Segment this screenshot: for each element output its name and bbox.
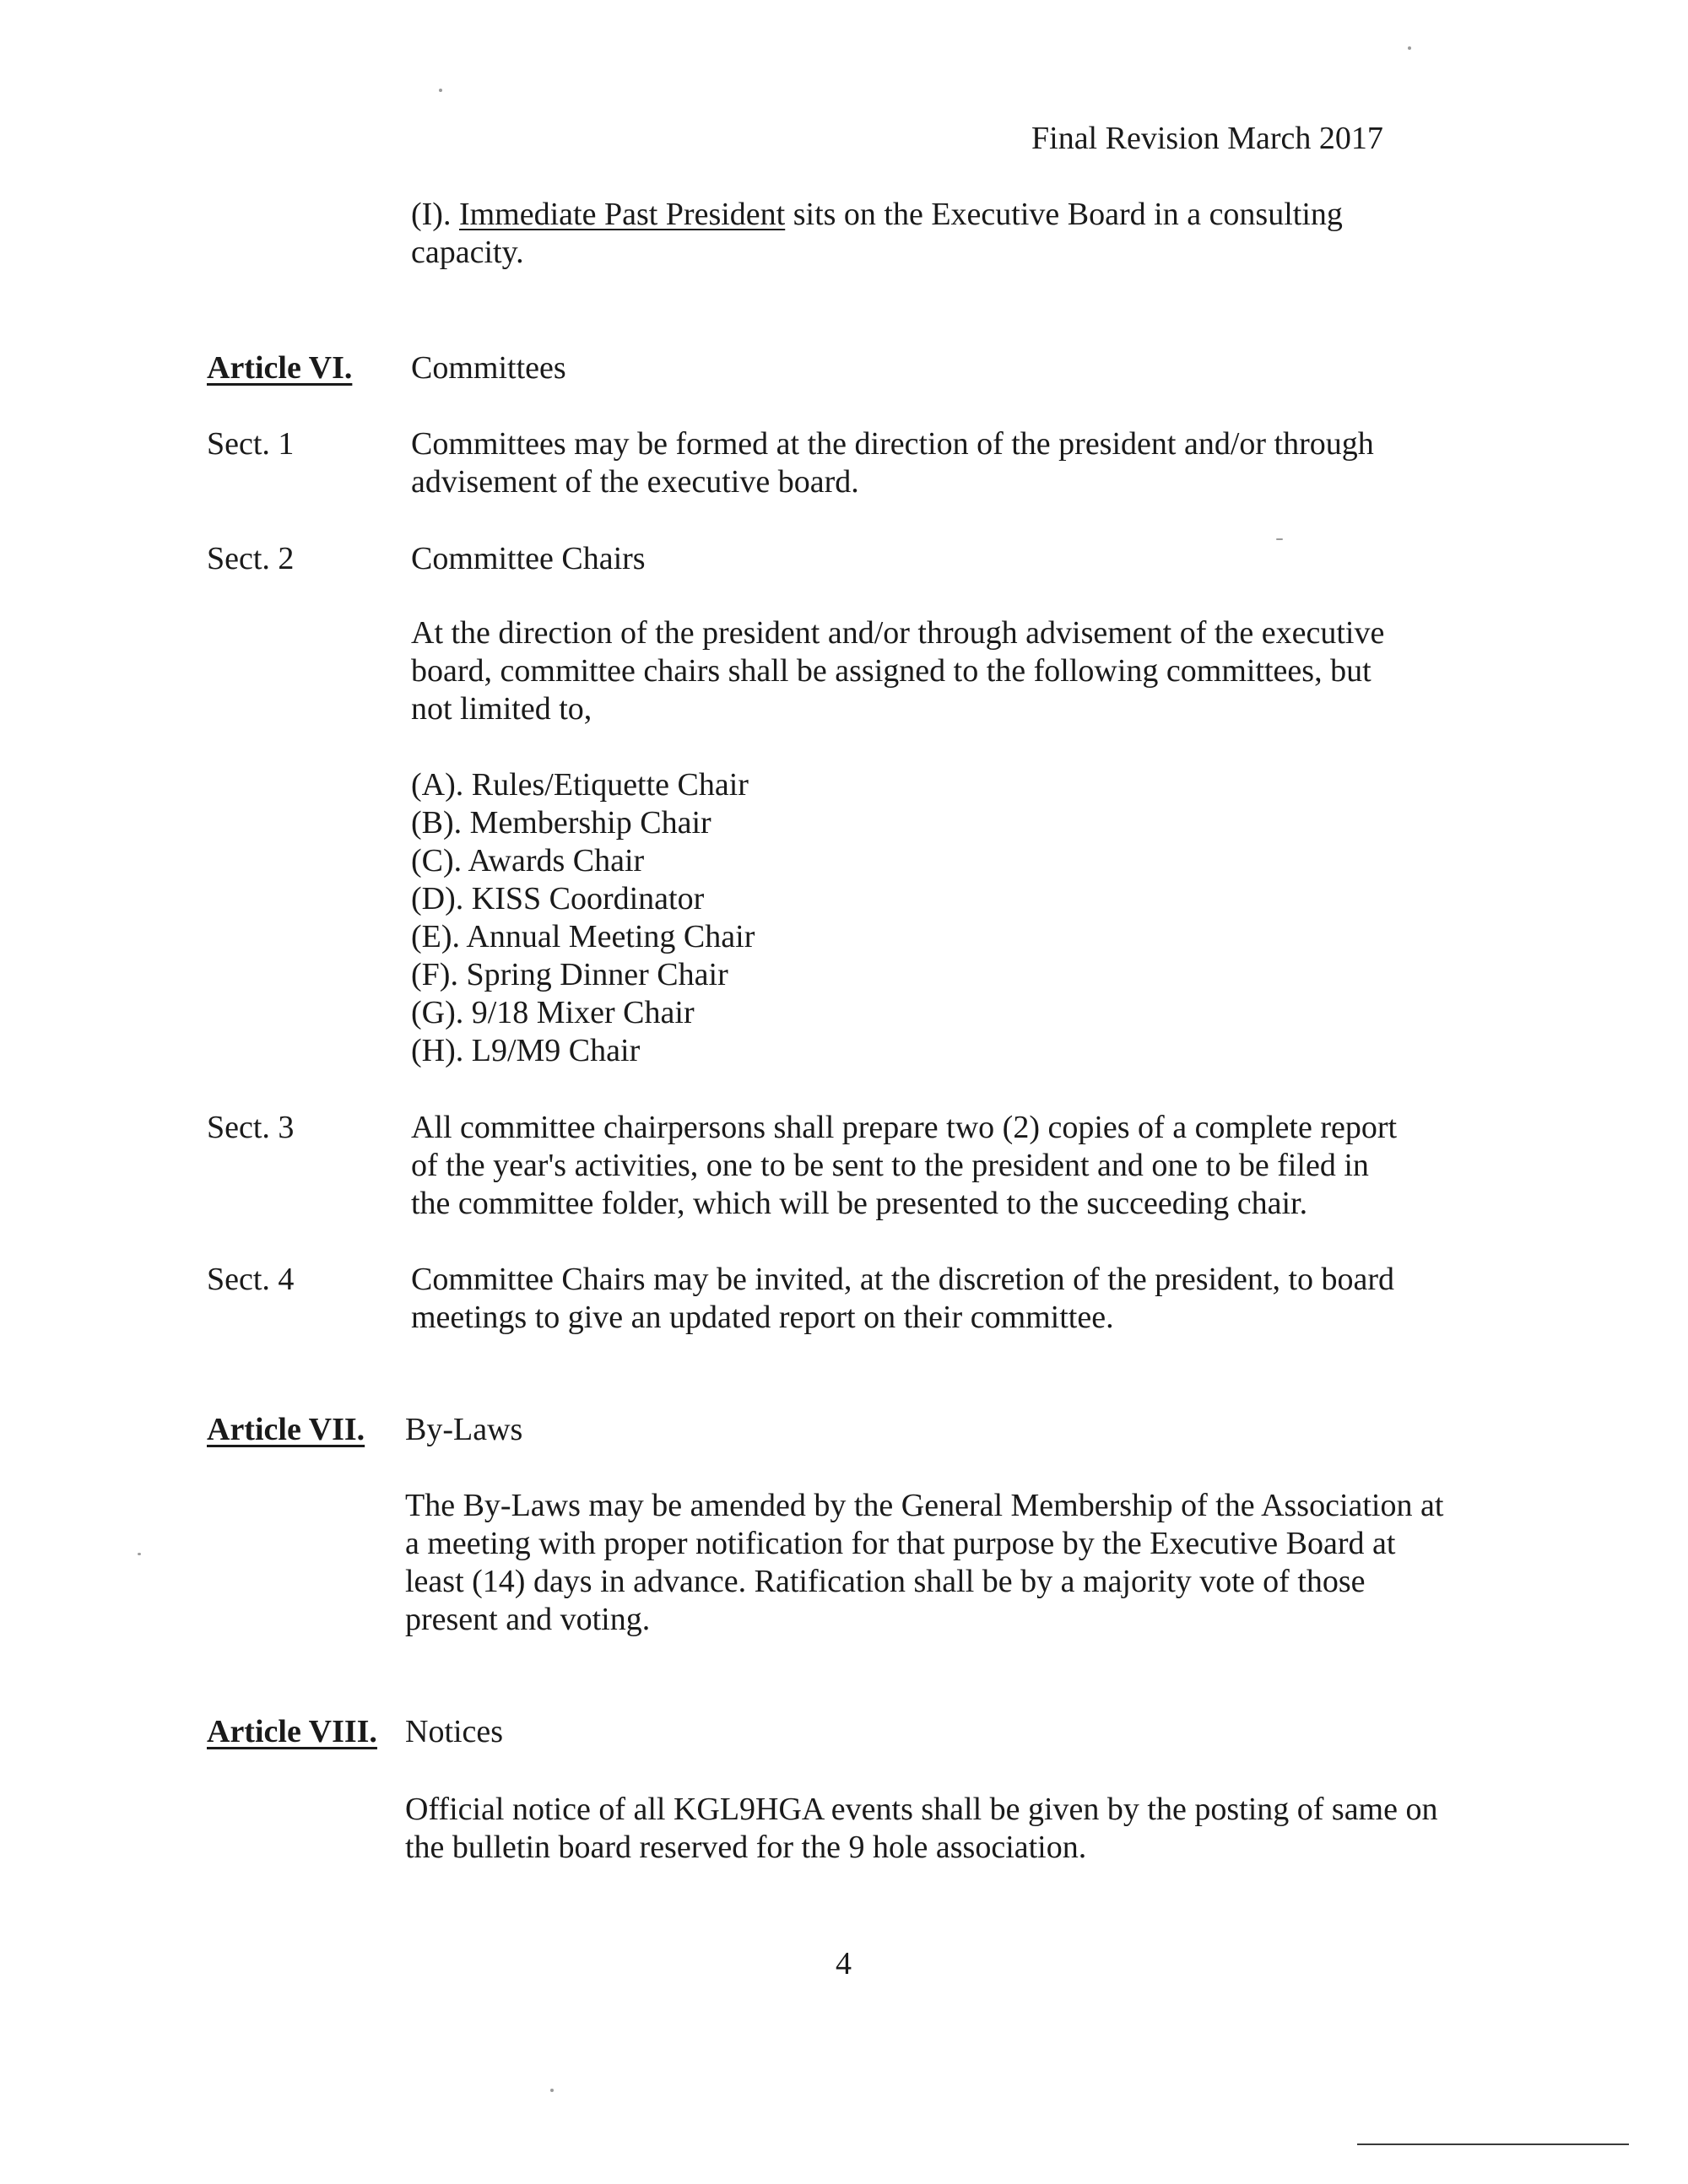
intro-underlined-title: Immediate Past President — [458, 197, 786, 232]
scan-speck — [550, 2089, 554, 2092]
sect-2-title: Committee Chairs — [411, 541, 646, 576]
sect-2-line: At the direction of the president and/or through advisement of the executive — [411, 615, 1385, 651]
article-8-title: Notices — [405, 1714, 504, 1749]
sect-3-text — [411, 1109, 1542, 1223]
sect-4-line: meetings to give an updated report on their committee. — [411, 1300, 1114, 1335]
committee-list — [411, 766, 1542, 1070]
intro-paragraph — [411, 196, 1542, 272]
article-8-text — [405, 1791, 1570, 1867]
scan-speck — [1408, 46, 1411, 50]
sect-3-line: All committee chairpersons shall prepare two (2) copies of a complete report — [411, 1110, 1398, 1145]
list-item: (G). 9/18 Mixer Chair — [411, 995, 695, 1030]
article-7-line: least (14) days in advance. Ratification shall be by a majority vote of those — [405, 1564, 1366, 1599]
list-item: (E). Annual Meeting Chair — [411, 919, 755, 954]
intro-text: sits on the Executive Board in a consulting — [793, 197, 1343, 232]
scan-speck — [1276, 538, 1283, 540]
article-8-line: the bulletin board reserved for the 9 hole association. — [405, 1830, 1087, 1865]
article-8-line: Official notice of all KGL9HGA events shall be given by the posting of same on — [405, 1792, 1438, 1827]
scan-speck — [138, 1553, 141, 1555]
sect-3-line: of the year's activities, one to be sent to the president and one to be filed in — [411, 1148, 1369, 1183]
sect-1-text — [411, 425, 1542, 501]
list-item: (B). Membership Chair — [411, 805, 711, 841]
article-6-label: Article VI. — [207, 350, 353, 386]
article-8-label: Article VIII. — [207, 1714, 377, 1749]
article-6-title: Committees — [411, 350, 566, 386]
intro-text-line2: capacity. — [411, 235, 524, 270]
article-7-text — [405, 1487, 1553, 1639]
list-item: (A). Rules/Etiquette Chair — [411, 767, 749, 803]
sect-3-line: the committee folder, which will be presented to the succeeding chair. — [411, 1186, 1308, 1221]
article-7-label: Article VII. — [207, 1412, 365, 1447]
list-item: (H). L9/M9 Chair — [411, 1033, 641, 1068]
sect-4-line: Committee Chairs may be invited, at the discretion of the president, to board — [411, 1262, 1395, 1297]
page-number: 4 — [836, 1946, 852, 1981]
scan-edge-rule — [1357, 2143, 1629, 2145]
sect-4-label: Sect. 4 — [207, 1262, 295, 1297]
sect-1-label: Sect. 1 — [207, 426, 295, 462]
article-7-line: a meeting with proper notification for that purpose by the Executive Board at — [405, 1526, 1396, 1561]
sect-2-line: not limited to, — [411, 691, 592, 727]
revision-header: Final Revision March 2017 — [1031, 121, 1383, 156]
sect-1-line: Committees may be formed at the direction of the president and/or through — [411, 426, 1374, 462]
scan-speck — [439, 89, 442, 92]
article-7-title: By-Laws — [405, 1412, 523, 1447]
sect-2-line: board, committee chairs shall be assigned to the following committees, but — [411, 653, 1372, 689]
sect-1-line: advisement of the executive board. — [411, 464, 859, 500]
list-item: (D). KISS Coordinator — [411, 881, 705, 916]
article-7-line: present and voting. — [405, 1602, 651, 1637]
article-7-line: The By-Laws may be amended by the General Membership of the Association at — [405, 1488, 1444, 1523]
sect-4-text — [411, 1261, 1542, 1337]
sect-2-label: Sect. 2 — [207, 541, 295, 576]
sect-3-label: Sect. 3 — [207, 1110, 295, 1145]
intro-prefix: (I). — [411, 197, 452, 232]
list-item: (F). Spring Dinner Chair — [411, 957, 728, 992]
sect-2-text — [411, 614, 1542, 728]
list-item: (C). Awards Chair — [411, 843, 645, 878]
